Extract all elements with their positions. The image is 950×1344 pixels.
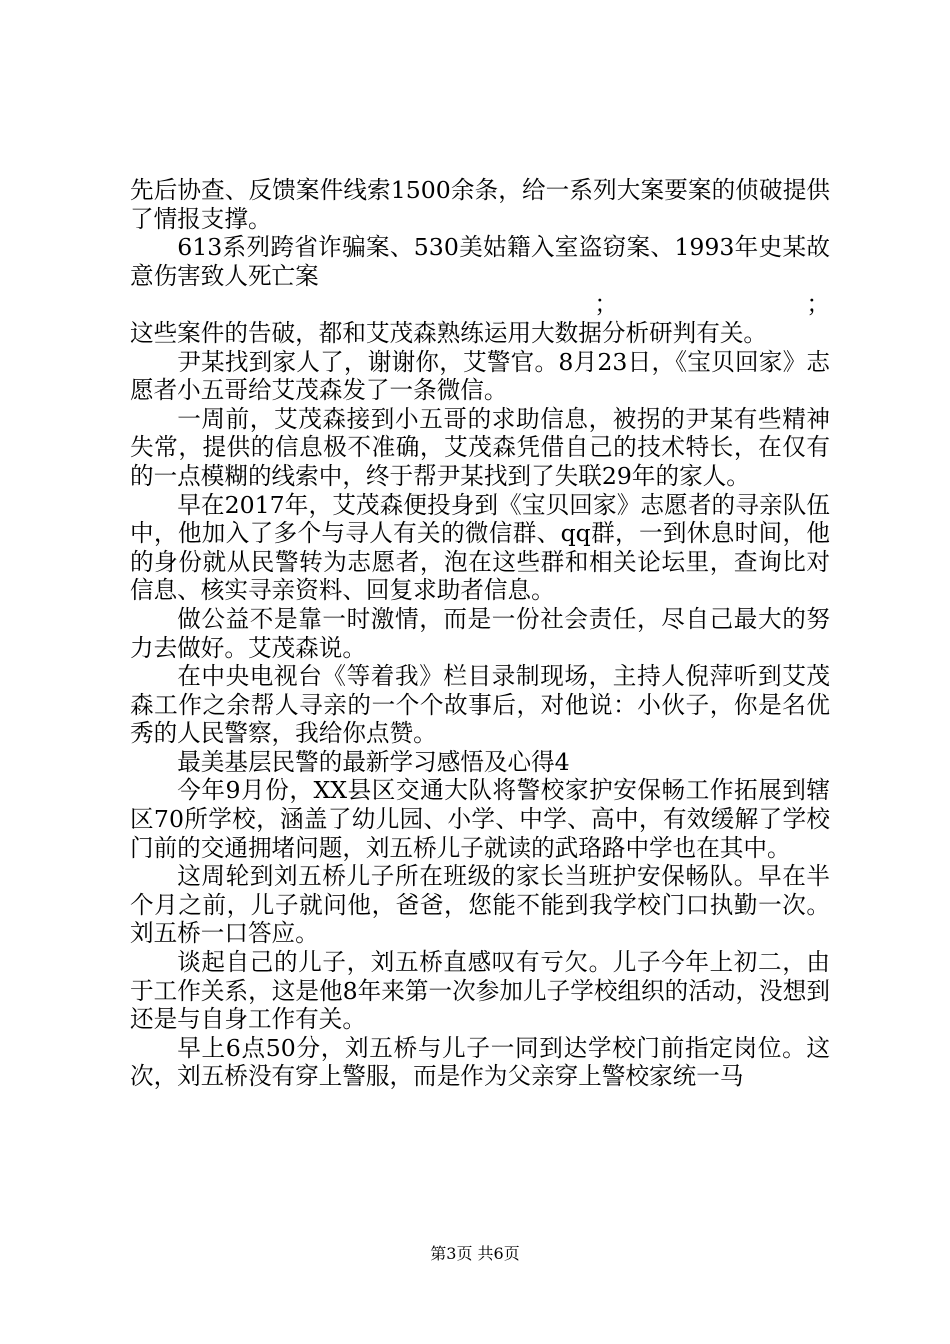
semicolon-line-2 bbox=[130, 290, 830, 319]
paragraph-8: 今年9月份，XX县区交通大队将警校家护安保畅工作拓展到辖区70所学校，涵盖了幼儿园、小学、中学、高中，有效缓解了学校门前的交通拥堵问题，刘五桥儿子就读的武珞路中学也在其中。 bbox=[130, 776, 830, 862]
paragraph-2-continued: 这些案件的告破，都和艾茂森熟练运用大数据分析研判有关。 bbox=[130, 318, 768, 347]
paragraph-4: 一周前，艾茂森接到小五哥的求助信息，被拐的尹某有些精神失常，提供的信息极不准确，艾茂森凭借自己的技术特长，在仅有的一点模糊的线索中，终于帮尹某找到了失联29年的家人。 bbox=[130, 404, 830, 490]
paragraph-9: 这周轮到刘五桥儿子所在班级的家长当班护安保畅队。早在半个月之前，儿子就问他，爸爸，您能不能到我学校门口执勤一次。刘五桥一口答应。 bbox=[130, 862, 830, 948]
semicolon-mark-2: ； bbox=[806, 290, 830, 319]
section-heading: 最美基层民警的最新学习感悟及心得4 bbox=[177, 747, 570, 776]
paragraph-2: 613系列跨省诈骗案、530美姑籍入室盗窃案、1993年史某故意伤害致人死亡案 bbox=[130, 233, 830, 290]
paragraph-11: 早上6点50分，刘五桥与儿子一同到达学校门前指定岗位。这次，刘五桥没有穿上警服，而是作为父亲穿上警校家统一马 bbox=[130, 1033, 830, 1091]
document-body bbox=[130, 176, 830, 1091]
page-footer bbox=[0, 1243, 950, 1265]
paragraph-6: 做公益不是靠一时激情，而是一份社会责任，尽自己最大的努力去做好。艾茂森说。 bbox=[130, 604, 830, 662]
paragraph-10: 谈起自己的儿子，刘五桥直感叹有亏欠。儿子今年上初二，由于工作关系，这是他8年来第一次参加儿子学校组织的活动，没想到还是与自身工作有关。 bbox=[130, 948, 830, 1034]
paragraph-7: 在中央电视台《等着我》栏目录制现场，主持人倪萍听到艾茂森工作之余帮人寻亲的一个个故事后，对他说：小伙子，你是名优秀的人民警察，我给你点赞。 bbox=[130, 662, 830, 748]
semicolon-mark-1: ； bbox=[594, 290, 618, 319]
paragraph-5: 早在2017年，艾茂森便投身到《宝贝回家》志愿者的寻亲队伍中，他加入了多个与寻人有关的微信群、qq群，一到休息时间，他的身份就从民警转为志愿者，泡在这些群和相关论坛里，查询比对信息、核实寻亲资料、回复求助者信息。 bbox=[130, 490, 830, 605]
paragraph-3: 尹某找到家人了，谢谢你，艾警官。8月23日，《宝贝回家》志愿者小五哥给艾茂森发了一条微信。 bbox=[130, 347, 830, 405]
paragraph-1: 先后协查、反馈案件线索1500余条，给一系列大案要案的侦破提供了情报支撑。 bbox=[130, 176, 830, 233]
page-number: 第3页 共6页 bbox=[430, 1244, 520, 1263]
